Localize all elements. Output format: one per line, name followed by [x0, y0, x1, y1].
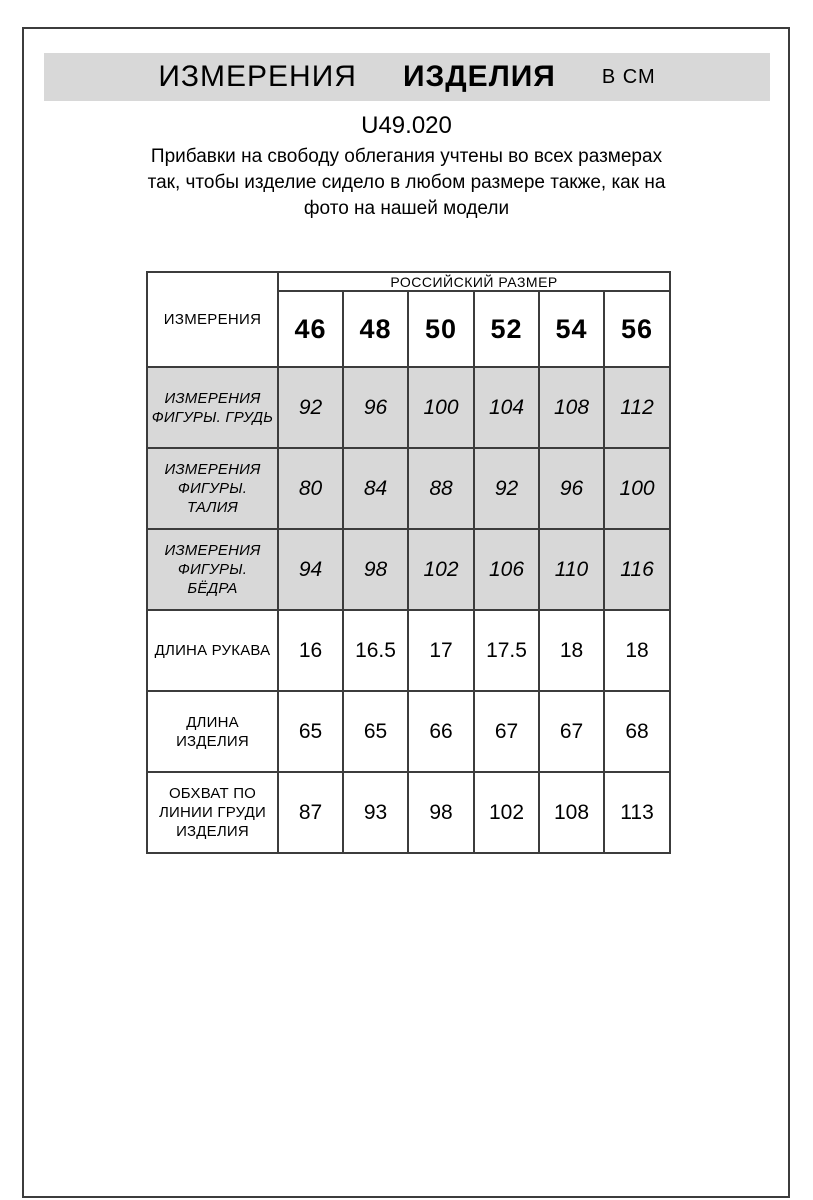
table-row-product-length: [147, 691, 670, 772]
value-cell: 65: [278, 691, 343, 772]
title-bar: [44, 53, 770, 101]
value-cell: 110: [539, 529, 604, 610]
value-cell: 102: [408, 529, 474, 610]
value-cell: 17: [408, 610, 474, 691]
article-code: U49.020: [361, 112, 452, 139]
value-cell: 80: [278, 448, 343, 529]
intro-line: так, чтобы изделие сидело в любом размере также, как на: [147, 172, 666, 193]
value-cell: 93: [343, 772, 408, 853]
row-label: [147, 610, 278, 691]
value-cell: 92: [278, 367, 343, 448]
value-cell: 112: [604, 367, 670, 448]
value-cell: 16.5: [343, 610, 408, 691]
size-column-header: 50: [408, 291, 474, 367]
value-cell: 18: [539, 610, 604, 691]
value-cell: 17.5: [474, 610, 539, 691]
value-cell: 102: [474, 772, 539, 853]
value-cell: 108: [539, 772, 604, 853]
title-unit-cm: В СМ: [601, 65, 656, 88]
value-cell: 113: [604, 772, 670, 853]
row-label-text: ДЛИНА РУКАВА: [154, 642, 271, 659]
table-row-sleeve-length: [147, 610, 670, 691]
intro-paragraph: [0, 144, 813, 222]
value-cell: 87: [278, 772, 343, 853]
russian-size-header: РОССИЙСКИЙ РАЗМЕР: [278, 272, 670, 291]
size-column-header: 46: [278, 291, 343, 367]
value-cell: 106: [474, 529, 539, 610]
value-cell: 96: [343, 367, 408, 448]
title-word-measurements: ИЗМЕРЕНИЯ: [158, 60, 357, 93]
row-label-text: ИЗМЕРЕНИЯ ФИГУРЫ. ГРУДЬ: [151, 389, 274, 426]
table-row-product-chest-girth: [147, 772, 670, 853]
value-cell: 88: [408, 448, 474, 529]
row-label: [147, 772, 278, 853]
title-word-product: ИЗДЕЛИЯ: [402, 60, 556, 93]
value-cell: 96: [539, 448, 604, 529]
size-column-header: 54: [539, 291, 604, 367]
value-cell: 116: [604, 529, 670, 610]
value-cell: 108: [539, 367, 604, 448]
size-column-header: 56: [604, 291, 670, 367]
size-column-header: 48: [343, 291, 408, 367]
row-label-text: ИЗМЕРЕНИЯ ФИГУРЫ. ТАЛИЯ: [164, 461, 261, 516]
corner-header-measurements: ИЗМЕРЕНИЯ: [147, 272, 278, 367]
value-cell: 18: [604, 610, 670, 691]
row-label-text: ИЗМЕРЕНИЯ ФИГУРЫ. БЁДРА: [164, 542, 261, 597]
value-cell: 68: [604, 691, 670, 772]
value-cell: 100: [604, 448, 670, 529]
value-cell: 66: [408, 691, 474, 772]
row-label-text: ОБХВАТ ПО ЛИНИИ ГРУДИ ИЗДЕЛИЯ: [159, 785, 266, 840]
value-cell: 100: [408, 367, 474, 448]
row-label: [147, 529, 278, 610]
value-cell: 94: [278, 529, 343, 610]
table-row-figure-chest: [147, 367, 670, 448]
value-cell: 84: [343, 448, 408, 529]
table-row-figure-hips: [147, 529, 670, 610]
size-column-header: 52: [474, 291, 539, 367]
value-cell: 16: [278, 610, 343, 691]
value-cell: 98: [408, 772, 474, 853]
value-cell: 65: [343, 691, 408, 772]
table-header-group-row: [147, 272, 670, 291]
value-cell: 104: [474, 367, 539, 448]
row-label: [147, 367, 278, 448]
row-label: [147, 448, 278, 529]
row-label: [147, 691, 278, 772]
value-cell: 92: [474, 448, 539, 529]
intro-line: Прибавки на свободу облегания учтены во всех размерах: [150, 146, 663, 167]
intro-line: фото на нашей модели: [303, 198, 510, 219]
table-row-figure-waist: [147, 448, 670, 529]
row-label-text: ДЛИНА ИЗДЕЛИЯ: [176, 713, 249, 750]
value-cell: 67: [474, 691, 539, 772]
size-table: [146, 271, 671, 854]
value-cell: 67: [539, 691, 604, 772]
value-cell: 98: [343, 529, 408, 610]
